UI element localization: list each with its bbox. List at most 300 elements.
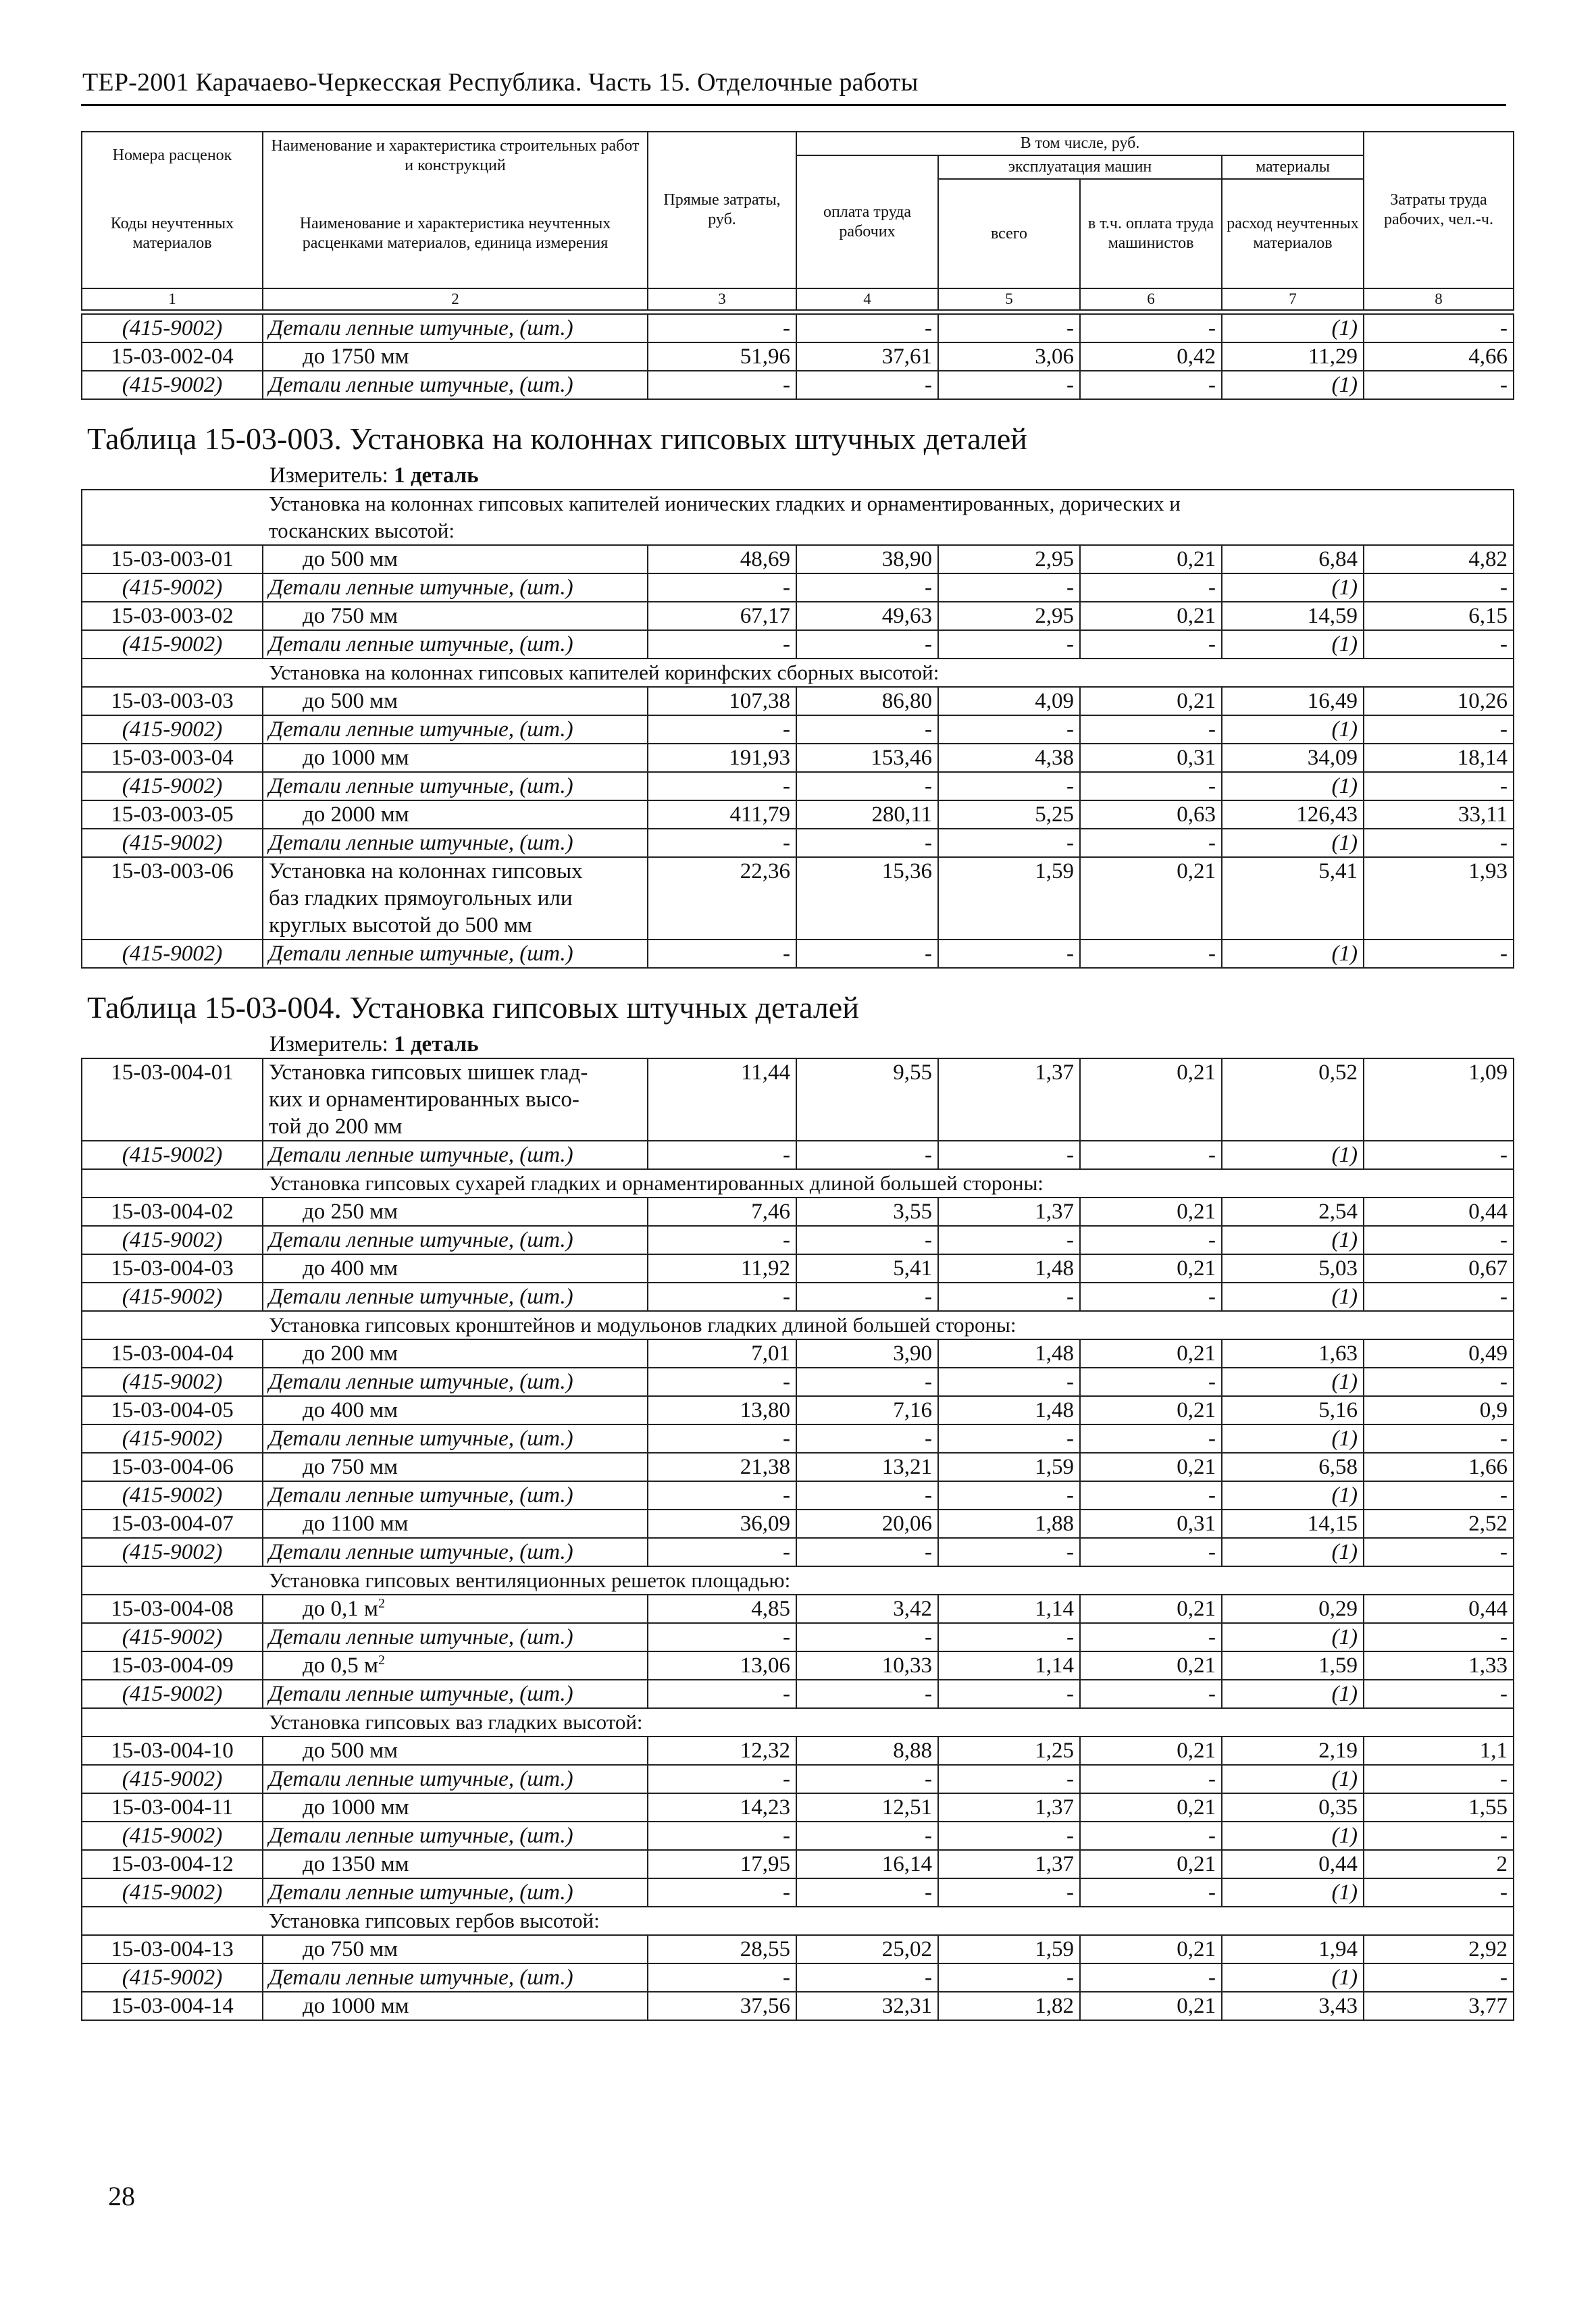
column-number: 2 [263,288,648,310]
value-cell: - [1080,1283,1222,1311]
value-cell: - [796,1623,938,1651]
rate-name [263,800,648,829]
value-cell: - [1364,1963,1514,1992]
value-cell: 33,11 [1364,800,1514,829]
material-row [82,829,1514,857]
value-cell: - [1080,1141,1222,1169]
value-cell: - [1080,715,1222,744]
value-cell: 0,21 [1080,1935,1222,1963]
value-cell: - [796,772,938,800]
value-cell: 1,1 [1364,1737,1514,1765]
value-cell: - [1080,1481,1222,1510]
value-cell: 9,55 [796,1058,938,1141]
column-number: 3 [648,288,796,310]
column-number: 6 [1080,288,1222,310]
rate-row [82,1396,1514,1424]
value-cell: 0,42 [1080,342,1222,371]
meter [82,462,1514,490]
material-name: Детали лепные штучные, (шт.) [263,1878,648,1907]
value-cell: - [1080,772,1222,800]
rate-name-text: до 500 мм [303,1739,398,1763]
value-cell: - [648,772,796,800]
material-code: (415-9002) [82,1481,263,1510]
value-cell: 8,88 [796,1737,938,1765]
material-name: Детали лепные штучные, (шт.) [263,829,648,857]
value-cell: - [796,1765,938,1793]
rate-name-text: до 1000 мм [303,1795,409,1820]
value-cell: 86,80 [796,687,938,715]
material-row [82,1878,1514,1907]
value-cell: - [1364,1680,1514,1708]
value-cell: - [1364,1141,1514,1169]
meter-label: Измеритель: [269,463,388,488]
rate-row [82,744,1514,772]
rate-name [263,1058,648,1141]
value-cell: 0,21 [1080,1737,1222,1765]
value-cell: 0,21 [1080,1453,1222,1481]
material-qty: (1) [1222,573,1364,602]
value-cell: 0,44 [1364,1595,1514,1623]
material-qty: (1) [1222,1680,1364,1708]
rate-row [82,1850,1514,1878]
value-cell: 0,21 [1080,1339,1222,1368]
value-cell: 37,56 [648,1992,796,2020]
value-cell: - [938,371,1080,399]
value-cell: 0,21 [1080,1198,1222,1226]
table-title-row [82,968,1514,1031]
material-code: (415-9002) [82,940,263,968]
value-cell: - [1364,371,1514,399]
value-cell: - [648,371,796,399]
value-cell: - [1080,1538,1222,1566]
column-numbers-row [82,288,1514,310]
column-number: 5 [938,288,1080,310]
material-name: Детали лепные штучные, (шт.) [263,1283,648,1311]
material-name: Детали лепные штучные, (шт.) [263,1822,648,1850]
value-cell: 36,09 [648,1510,796,1538]
rate-code: 15-03-004-04 [82,1339,263,1368]
rate-row [82,342,1514,371]
value-cell: - [796,1822,938,1850]
meter-row [82,1031,1514,1058]
material-qty: (1) [1222,1424,1364,1453]
material-qty: (1) [1222,1765,1364,1793]
header-worker-pay: оплата труда рабочих [796,155,938,288]
value-cell: 4,82 [1364,545,1514,573]
rate-row [82,1058,1514,1141]
subheading: Установка на колоннах гипсовых капителей коринфских сборных высотой: [82,659,1514,687]
value-cell: 11,29 [1222,342,1364,371]
rate-name [263,1793,648,1822]
meter-value: 1 деталь [394,1032,479,1056]
value-cell: - [648,1368,796,1396]
material-row [82,1226,1514,1254]
value-cell: 1,33 [1364,1651,1514,1680]
value-cell: 2,92 [1364,1935,1514,1963]
value-cell: - [1080,1424,1222,1453]
rate-name [263,744,648,772]
header-rule [81,104,1506,106]
value-cell: 6,84 [1222,545,1364,573]
rate-name-line: Установка на колоннах гипсовых [269,859,583,883]
material-qty: (1) [1222,1368,1364,1396]
value-cell: 1,37 [938,1850,1080,1878]
value-cell: - [796,1963,938,1992]
value-cell: 2,95 [938,545,1080,573]
value-cell: 13,21 [796,1453,938,1481]
value-cell: - [1080,573,1222,602]
value-cell: 1,59 [938,857,1080,940]
value-cell: 0,21 [1080,687,1222,715]
column-number: 4 [796,288,938,310]
value-cell: - [796,1680,938,1708]
value-cell: 1,59 [938,1935,1080,1963]
material-qty: (1) [1222,371,1364,399]
rate-code: 15-03-002-04 [82,342,263,371]
value-cell: 4,38 [938,744,1080,772]
unit-text: м [364,1653,378,1678]
header-materials: материалы [1222,155,1364,179]
rate-code: 15-03-003-04 [82,744,263,772]
rate-name-line: Установка гипсовых шишек глад- [269,1060,588,1085]
rate-row [82,1992,1514,2020]
rate-name-text: до 1100 мм [303,1512,409,1536]
value-cell: - [648,1424,796,1453]
value-cell: - [938,1680,1080,1708]
material-code: (415-9002) [82,1368,263,1396]
rate-code: 15-03-003-03 [82,687,263,715]
rates-table [81,313,1514,2021]
rate-name [263,857,648,940]
value-cell: - [648,940,796,968]
value-cell: 2 [1364,1850,1514,1878]
value-cell: - [648,1963,796,1992]
rate-code: 15-03-004-14 [82,1992,263,2020]
value-cell: 4,66 [1364,342,1514,371]
rate-name [263,1396,648,1424]
material-name: Детали лепные штучные, (шт.) [263,1424,648,1453]
value-cell: 0,9 [1364,1396,1514,1424]
value-cell: 1,59 [1222,1651,1364,1680]
rate-code: 15-03-004-09 [82,1651,263,1680]
material-qty: (1) [1222,630,1364,659]
rate-name-text: до 750 мм [303,604,398,628]
value-cell: 1,63 [1222,1339,1364,1368]
value-cell: 1,14 [938,1651,1080,1680]
rate-row [82,1793,1514,1822]
material-row [82,772,1514,800]
value-cell: - [1080,1822,1222,1850]
value-cell: 191,93 [648,744,796,772]
header-material-use: расход неучтенных материалов [1222,179,1364,288]
value-cell: - [796,1141,938,1169]
value-cell: 3,55 [796,1198,938,1226]
value-cell: 153,46 [796,744,938,772]
material-name: Детали лепные штучные, (шт.) [263,1538,648,1566]
rate-code: 15-03-004-03 [82,1254,263,1283]
rate-code: 15-03-003-06 [82,857,263,940]
rate-row [82,545,1514,573]
subheading: Установка гипсовых кронштейнов и модульонов гладких длиной большей стороны: [82,1311,1514,1339]
value-cell: - [796,1368,938,1396]
value-cell: - [1364,314,1514,342]
material-code: (415-9002) [82,630,263,659]
value-cell: 0,21 [1080,1850,1222,1878]
subheading-row [82,490,1514,545]
table-header [81,131,1514,311]
value-cell: 1,25 [938,1737,1080,1765]
value-cell: - [938,940,1080,968]
value-cell: - [1364,1538,1514,1566]
value-cell: 48,69 [648,545,796,573]
rate-row [82,1453,1514,1481]
header-including: В том числе, руб. [796,132,1364,155]
column-number: 7 [1222,288,1364,310]
header-labor: Затраты труда рабочих, чел.-ч. [1364,132,1514,288]
material-row [82,940,1514,968]
header-codes-top: Номера расценок [82,132,263,179]
rate-name [263,1595,648,1623]
value-cell: 0,21 [1080,1396,1222,1424]
material-code: (415-9002) [82,1226,263,1254]
value-cell: - [938,1226,1080,1254]
value-cell: 0,49 [1364,1339,1514,1368]
value-cell: 5,41 [796,1254,938,1283]
table-title: Таблица 15-03-004. Установка гипсовых штучных деталей [87,990,859,1025]
rate-name [263,545,648,573]
value-cell: 1,37 [938,1793,1080,1822]
value-cell: 1,59 [938,1453,1080,1481]
material-name: Детали лепные штучные, (шт.) [263,314,648,342]
meter [82,1031,1514,1058]
value-cell: - [1364,829,1514,857]
value-cell: 5,41 [1222,857,1364,940]
value-cell: 11,44 [648,1058,796,1141]
rate-row [82,1651,1514,1680]
value-cell: - [1364,1368,1514,1396]
value-cell: - [648,1141,796,1169]
material-name: Детали лепные штучные, (шт.) [263,1226,648,1254]
rate-code: 15-03-004-02 [82,1198,263,1226]
material-row [82,1424,1514,1453]
value-cell: - [796,630,938,659]
subheading-row [82,1907,1514,1935]
value-cell: - [796,371,938,399]
value-cell: 2,52 [1364,1510,1514,1538]
value-cell: 1,55 [1364,1793,1514,1822]
value-cell: - [648,1878,796,1907]
value-cell: 1,93 [1364,857,1514,940]
value-cell: 14,59 [1222,602,1364,630]
value-cell: - [796,573,938,602]
value-cell: 0,21 [1080,1254,1222,1283]
value-cell: - [1080,314,1222,342]
value-cell: - [648,573,796,602]
header-material-codes: Коды неучтенных материалов [82,179,263,288]
value-cell: - [1080,1963,1222,1992]
rate-name-text: до 0,5 [303,1653,365,1678]
value-cell: - [938,1424,1080,1453]
value-cell: 1,09 [1364,1058,1514,1141]
value-cell: 13,06 [648,1651,796,1680]
material-code: (415-9002) [82,829,263,857]
value-cell: 5,16 [1222,1396,1364,1424]
material-qty: (1) [1222,314,1364,342]
material-name: Детали лепные штучные, (шт.) [263,1680,648,1708]
value-cell: 12,51 [796,1793,938,1822]
value-cell: - [648,1680,796,1708]
value-cell: 5,03 [1222,1254,1364,1283]
subheading-row [82,1566,1514,1595]
header-material-names: Наименование и характеристика неучтенных расценками материалов, единица измерения [263,179,648,288]
value-cell: - [938,1141,1080,1169]
value-cell: 2,95 [938,602,1080,630]
header-machines-total: всего [938,179,1080,288]
value-cell: 3,90 [796,1339,938,1368]
material-code: (415-9002) [82,715,263,744]
material-code: (415-9002) [82,1623,263,1651]
value-cell: 21,38 [648,1453,796,1481]
subheading-line: тосканских высотой: [269,519,455,542]
rate-code: 15-03-003-01 [82,545,263,573]
value-cell: - [1080,1226,1222,1254]
subheading-row [82,659,1514,687]
rate-name-text: до 0,1 [303,1597,365,1621]
value-cell: 0,21 [1080,602,1222,630]
material-row [82,371,1514,399]
rate-code: 15-03-004-05 [82,1396,263,1424]
value-cell: - [1080,940,1222,968]
value-cell: - [938,630,1080,659]
material-qty: (1) [1222,1226,1364,1254]
value-cell: 4,85 [648,1595,796,1623]
material-code: (415-9002) [82,573,263,602]
rate-name: до 1000 мм [263,1992,648,2020]
value-cell: - [1080,1765,1222,1793]
value-cell: - [938,1283,1080,1311]
rate-code: 15-03-004-01 [82,1058,263,1141]
value-cell: - [938,1963,1080,1992]
value-cell: - [796,1226,938,1254]
value-cell: 51,96 [648,342,796,371]
unit-text: м [364,1597,378,1621]
value-cell: - [938,1765,1080,1793]
material-row [82,1963,1514,1992]
value-cell: 0,21 [1080,857,1222,940]
material-qty: (1) [1222,1538,1364,1566]
value-cell: 37,61 [796,342,938,371]
value-cell: 25,02 [796,1935,938,1963]
value-cell: 1,37 [938,1058,1080,1141]
material-row [82,573,1514,602]
rate-name-line: ких и орнаментированных высо- [269,1087,580,1112]
value-cell: - [1364,715,1514,744]
subheading-row [82,1311,1514,1339]
value-cell: 126,43 [1222,800,1364,829]
value-cell: 12,32 [648,1737,796,1765]
value-cell: 7,01 [648,1339,796,1368]
rate-name [263,1935,648,1963]
value-cell: 6,15 [1364,602,1514,630]
material-name: Детали лепные штучные, (шт.) [263,371,648,399]
rate-code: 15-03-003-02 [82,602,263,630]
value-cell: - [938,715,1080,744]
value-cell: - [1364,573,1514,602]
material-qty: (1) [1222,1623,1364,1651]
value-cell: - [1080,1878,1222,1907]
rate-row [82,602,1514,630]
rate-code: 15-03-004-13 [82,1935,263,1963]
value-cell: 0,31 [1080,744,1222,772]
value-cell: 0,21 [1080,1595,1222,1623]
material-qty: (1) [1222,772,1364,800]
value-cell: 22,36 [648,857,796,940]
material-code: (415-9002) [82,1424,263,1453]
material-qty: (1) [1222,1963,1364,1992]
value-cell: - [648,715,796,744]
value-cell: 280,11 [796,800,938,829]
value-cell: - [796,1424,938,1453]
rate-name-text: до 250 мм [303,1200,398,1224]
value-cell: 1,94 [1222,1935,1364,1963]
rate-row [82,1737,1514,1765]
value-cell: 1,82 [938,1992,1080,2020]
subheading: Установка гипсовых ваз гладких высотой: [82,1708,1514,1737]
rate-name-text: до 750 мм [303,1937,398,1961]
value-cell: - [796,829,938,857]
value-cell: 7,46 [648,1198,796,1226]
unit-superscript: 2 [378,1653,385,1668]
value-cell: - [1364,630,1514,659]
value-cell: - [796,314,938,342]
material-qty: (1) [1222,1283,1364,1311]
material-qty: (1) [1222,829,1364,857]
value-cell: - [938,772,1080,800]
material-code: (415-9002) [82,371,263,399]
value-cell: - [648,314,796,342]
value-cell: 49,63 [796,602,938,630]
value-cell: 10,33 [796,1651,938,1680]
value-cell: 0,35 [1222,1793,1364,1822]
value-cell: 0,21 [1080,1992,1222,2020]
material-row [82,1141,1514,1169]
value-cell: 16,49 [1222,687,1364,715]
value-cell: 10,26 [1364,687,1514,715]
rate-name-text: до 2000 мм [303,802,409,827]
value-cell: 0,52 [1222,1058,1364,1141]
value-cell: - [796,1538,938,1566]
material-code: (415-9002) [82,314,263,342]
material-row [82,1481,1514,1510]
subheading [82,490,1514,545]
rate-name-text: до 500 мм [303,689,398,713]
rate-row [82,1339,1514,1368]
value-cell: - [1080,1680,1222,1708]
value-cell: 34,09 [1222,744,1364,772]
material-code: (415-9002) [82,1141,263,1169]
value-cell: - [648,1765,796,1793]
value-cell: - [938,1623,1080,1651]
material-row [82,1368,1514,1396]
header-operator-pay: в т.ч. оплата труда машинистов [1080,179,1222,288]
value-cell: 1,37 [938,1198,1080,1226]
material-name: Детали лепные штучные, (шт.) [263,1623,648,1651]
material-qty: (1) [1222,1481,1364,1510]
value-cell: 0,67 [1364,1254,1514,1283]
rate-row [82,687,1514,715]
material-row [82,1765,1514,1793]
value-cell: - [1364,940,1514,968]
